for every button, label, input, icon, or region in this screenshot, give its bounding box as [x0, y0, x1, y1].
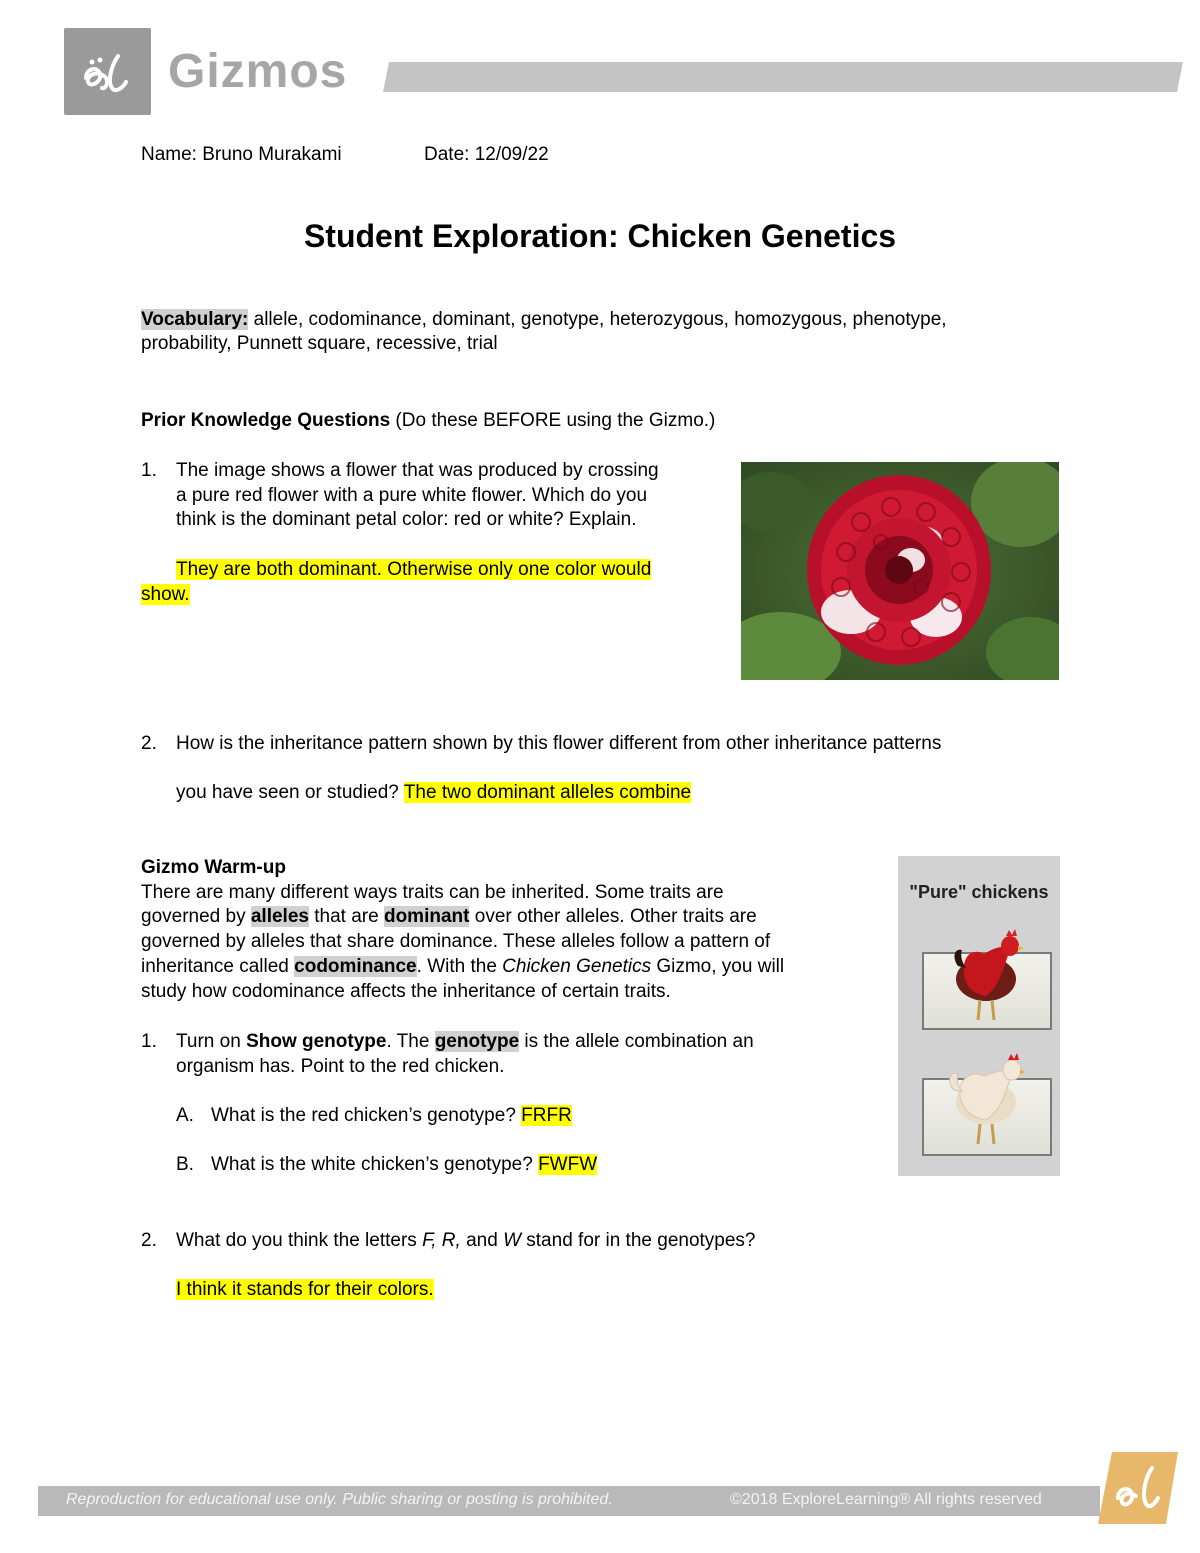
- prior-q1-number: 1.: [141, 460, 157, 481]
- footer-copyright: ©2018 ExploreLearning® All rights reserved: [730, 1491, 1042, 1508]
- footer-el-logo-icon: [1098, 1452, 1178, 1524]
- keyword-alleles: alleles: [250, 906, 309, 927]
- warmup-q1-line-2: organism has. Point to the red chicken.: [176, 1056, 505, 1077]
- vocabulary-line-2: probability, Punnett square, recessive, trial: [141, 333, 498, 354]
- warmup-p1-line-1: There are many different ways traits can be inherited. Some traits are: [141, 882, 724, 903]
- warmup-q1-line-1: Turn on Show genotype. The genotype is the allele combination an: [176, 1031, 754, 1052]
- gizmos-brand: Gizmos: [168, 45, 348, 98]
- el-logo-icon: [80, 48, 136, 96]
- keyword-codominance: codominance: [294, 956, 417, 977]
- date-value: 12/09/22: [474, 144, 549, 165]
- explorelearning-logo: [64, 28, 151, 115]
- prior-knowledge-heading: Prior Knowledge Questions (Do these BEFORE using the Gizmo.): [141, 410, 716, 431]
- warmup-q1a-label: A.: [176, 1105, 194, 1126]
- warmup-p1-line-4: inheritance called codominance. With the Chicken Genetics Gizmo, you will: [141, 956, 785, 977]
- page-title: Student Exploration: Chicken Genetics: [303, 218, 897, 254]
- warmup-q1b: What is the white chicken’s genotype? FWFW: [211, 1154, 598, 1175]
- red-chicken-icon: [924, 924, 1050, 998]
- prior-q2-answer: The two dominant alleles combine: [403, 782, 692, 803]
- keyword-dominant: dominant: [383, 906, 470, 927]
- header-decorative-bar: [383, 62, 1183, 92]
- pure-chickens-title: "Pure" chickens: [909, 882, 1049, 902]
- prior-q2-line-1: How is the inheritance pattern shown by this flower different from other inheritance patterns: [176, 733, 942, 754]
- vocabulary-label: Vocabulary:: [141, 309, 249, 330]
- prior-q1-answer-2: show.: [141, 584, 190, 605]
- red-chicken-box: [922, 952, 1052, 1030]
- prior-q2-number: 2.: [141, 733, 157, 754]
- pure-chickens-panel: [898, 856, 1060, 1176]
- warmup-q1-number: 1.: [141, 1031, 157, 1052]
- prior-q1-answer: They are both dominant. Otherwise only one color would: [176, 559, 652, 580]
- warmup-q2-number: 2.: [141, 1230, 157, 1251]
- student-name-value: Bruno Murakami: [202, 144, 342, 165]
- show-genotype-label: Show genotype: [246, 1031, 387, 1052]
- warmup-q1b-label: B.: [176, 1154, 194, 1175]
- keyword-genotype: genotype: [434, 1031, 520, 1052]
- white-genotype-answer: FWFW: [538, 1154, 598, 1175]
- white-chicken-icon: [924, 1046, 1050, 1120]
- prior-q1-line-3: think is the dominant petal color: red or white? Explain.: [176, 509, 637, 530]
- prior-q1-line-1: The image shows a flower that was produced by crossing: [176, 460, 659, 481]
- warmup-p1-line-5: study how codominance affects the inheritance of certain traits.: [141, 981, 671, 1002]
- warmup-q2-answer: I think it stands for their colors.: [176, 1279, 434, 1300]
- prior-q2-line-2: you have seen or studied? The two dominant alleles combine: [176, 782, 692, 803]
- date: Date: 12/09/22: [424, 144, 549, 165]
- warmup-q1a: What is the red chicken’s genotype? FRFR: [211, 1105, 572, 1126]
- warmup-p1-line-3: governed by alleles that share dominance. These alleles follow a pattern of: [141, 931, 771, 952]
- dahlia-flower-image: [741, 462, 1059, 680]
- student-name: Name: Bruno Murakami: [141, 144, 342, 165]
- warmup-p1-line-2: governed by alleles that are dominant over other alleles. Other traits are: [141, 906, 757, 927]
- prior-q1-line-2: a pure red flower with a pure white flower. Which do you: [176, 485, 648, 506]
- warmup-heading: Gizmo Warm-up: [141, 857, 286, 878]
- white-chicken-box: [922, 1078, 1052, 1156]
- warmup-q2-text: What do you think the letters F, R, and W stand for in the genotypes?: [176, 1230, 756, 1251]
- vocabulary-line-1: Vocabulary: allele, codominance, dominant, genotype, heterozygous, homozygous, phenotype,: [141, 309, 947, 330]
- footer-disclaimer: Reproduction for educational use only. Public sharing or posting is prohibited.: [66, 1491, 613, 1508]
- red-genotype-answer: FRFR: [521, 1105, 572, 1126]
